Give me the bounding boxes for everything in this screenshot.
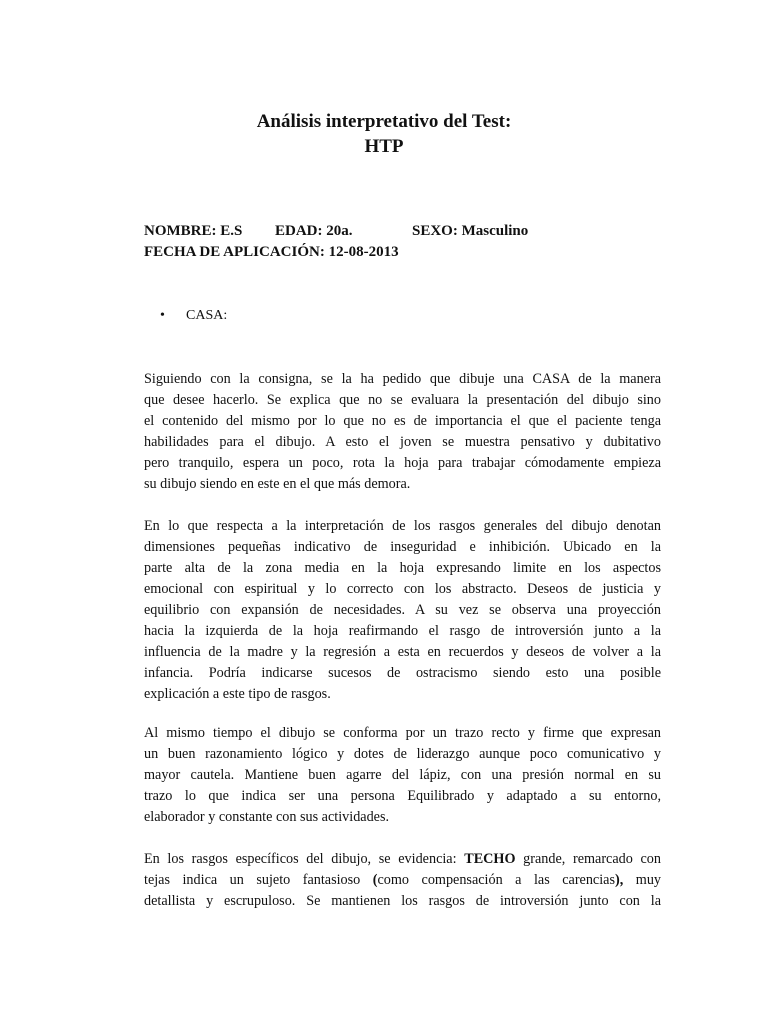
paragraph-line: su dibujo siendo en este en el que más demora. [144,476,411,492]
line-text: muy [623,872,662,888]
paragraph-line [144,849,661,870]
paragraph-line: influencia de la madre y la regresión a esta en recuerdos y deseos de volver a la [144,644,661,660]
paragraph-line [144,870,661,891]
paragraph-line: habilidades para el dibujo. A esto el joven se muestra pensativo y dubitativo [144,434,661,450]
paragraph-line: el contenido del mismo por lo que no es de importancia el que el paciente tenga [144,413,661,429]
patient-sex: SEXO: Masculino [412,223,529,239]
paragraph-line: pero tranquilo, espera un poco, rota la hoja para trabajar cómodamente empieza [144,455,661,471]
patient-name: NOMBRE: E.S [144,223,243,239]
paragraph-line: trazo lo que indica ser una persona Equilibrado y adaptado a su entorno, [144,788,661,804]
paragraph-line: Al mismo tiempo el dibujo se conforma por un trazo recto y firme que expresan [144,725,661,741]
emphasis-techo: TECHO [464,851,516,867]
document-subtitle: HTP [364,136,404,157]
paragraph-2 [144,516,661,705]
bullet-icon: • [160,308,165,323]
paragraph-line: En lo que respecta a la interpretación de los rasgos generales del dibujo denotan [144,518,661,534]
paragraph-3 [144,723,661,828]
line-text: tejas indica un sujeto fantasioso [144,872,373,888]
paragraph-line: mayor cautela. Mantiene buen agarre del lápiz, con una presión normal en su [144,767,661,783]
application-date: FECHA DE APLICACIÓN: 12-08-2013 [144,244,399,260]
emphasis-paren-close: ), [615,872,624,888]
paragraph-1 [144,369,661,495]
paragraph-line: detallista y escrupuloso. Se mantienen los rasgos de introversión junto con la [144,893,661,909]
line-text: En los rasgos específicos del dibujo, se evidencia: [144,851,465,867]
paragraph-line: hacia la izquierda de la hoja reafirmando el rasgo de introversión junto a la [144,623,661,639]
paragraph-line: un buen razonamiento lógico y dotes de liderazgo aunque poco comunicativo y [144,746,661,762]
paragraph-line: dimensiones pequeñas indicativo de inseguridad e inhibición. Ubicado en la [144,539,661,555]
paragraph-line: que desee hacerlo. Se explica que no se evaluara la presentación del dibujo sino [144,392,661,408]
patient-age: EDAD: 20a. [275,223,353,239]
document-title: Análisis interpretativo del Test: [256,111,512,132]
line-text: grande, remarcado con [515,851,661,867]
paragraph-line: parte alta de la zona media en la hoja expresando limite en los aspectos [144,560,661,576]
line-text: como compensación a las carencias [377,872,615,888]
paragraph-line: explicación a este tipo de rasgos. [144,686,331,702]
paragraph-line: Siguiendo con la consigna, se la ha pedido que dibuje una CASA de la manera [144,371,661,387]
section-label: CASA: [186,308,228,323]
paragraph-line: infancia. Podría indicarse sucesos de ostracismo siendo esto una posible [144,665,661,681]
paragraph-line: elaborador y constante con sus actividades. [144,809,390,825]
paragraph-line: equilibrio con expansión de necesidades. A su vez se observa una proyección [144,602,661,618]
emphasis-paren-open: ( [372,872,378,888]
paragraph-line: emocional con espiritual y lo correcto con los abstracto. Deseos de justicia y [144,581,661,597]
paragraph-4 [144,849,661,912]
